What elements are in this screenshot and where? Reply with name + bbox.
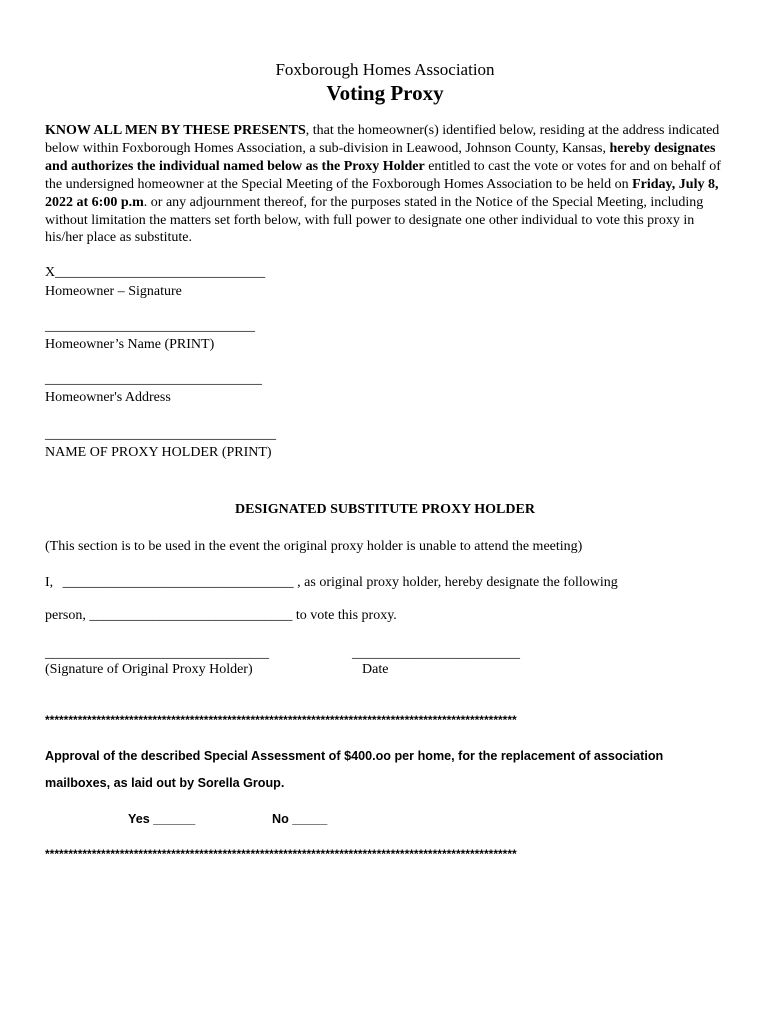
line1-suffix: , as original proxy holder, hereby designate the following <box>297 575 618 590</box>
proxy-holder-name-label: NAME OF PROXY HOLDER (PRINT) <box>45 445 272 460</box>
separator-top: ***************************************************************************************************** <box>45 713 517 727</box>
date-field[interactable]: ________________________ <box>352 646 520 661</box>
line2-prefix: person, <box>45 608 86 623</box>
page-title: Voting Proxy <box>326 81 444 105</box>
proxy-holder-name-field[interactable]: _________________________________ <box>45 427 276 442</box>
intro-part2: entitled to cast the vote or votes for and on behalf of the undersigned homeowner at the Special Meeting of the Foxborough Homes Association to be held on <box>45 158 721 192</box>
homeowner-name-field[interactable]: ______________________________ <box>45 319 255 334</box>
assessment-text-line-2: mailboxes, as laid out by Sorella Group. <box>45 776 285 790</box>
intro-part1: , that the homeowner(s) identified below, residing at the address indicated below within Foxborough Homes Association, a sub-division in Leawood, Johnson County, Kansas, <box>45 123 720 156</box>
homeowner-address-label: Homeowner's Address <box>45 390 171 405</box>
separator-bottom: ***************************************************************************************************** <box>45 847 517 861</box>
substitute-heading: DESIGNATED SUBSTITUTE PROXY HOLDER <box>235 502 535 517</box>
homeowner-address-field[interactable]: _______________________________ <box>45 372 262 387</box>
intro-part3: . or any adjournment thereof, for the purposes stated in the Notice of the Special Meeting, including without limitation the matters set forth below, with full power to designate one other individual to vote this proxy in his/her place as substitute. <box>45 194 704 246</box>
intro-designation: hereby designates and authorizes the individual named below as the Proxy Holder <box>45 140 716 174</box>
homeowner-name-label: Homeowner’s Name (PRINT) <box>45 337 215 352</box>
substitute-person-field[interactable]: _____________________________ <box>89 608 293 623</box>
original-proxy-signature-field[interactable]: ________________________________ <box>45 646 269 661</box>
original-proxy-signature-label: (Signature of Original Proxy Holder) <box>45 662 253 677</box>
substitute-note: (This section is to be used in the event the original proxy holder is unable to attend the meeting) <box>45 539 583 554</box>
line1-prefix: I, <box>45 575 54 590</box>
substitute-line-2 <box>45 608 397 624</box>
assessment-text-line-1: Approval of the described Special Assessment of $400.oo per home, for the replacement of association <box>45 749 664 763</box>
substitute-line-1 <box>45 575 618 591</box>
line2-suffix: to vote this proxy. <box>295 608 397 623</box>
original-proxy-holder-field[interactable]: _________________________________ <box>62 575 294 590</box>
intro-paragraph <box>45 122 725 247</box>
yes-vote-field[interactable]: Yes ______ <box>128 812 196 826</box>
homeowner-signature-field[interactable]: X______________________________ <box>45 265 266 280</box>
homeowner-signature-label: Homeowner – Signature <box>45 284 182 299</box>
date-label: Date <box>362 662 389 677</box>
no-vote-field[interactable]: No _____ <box>272 812 328 826</box>
organization-name: Foxborough Homes Association <box>275 60 495 79</box>
meeting-date: Friday, July 8, 2022 at 6:00 p.m <box>45 176 719 210</box>
intro-lead: KNOW ALL MEN BY THESE PRESENTS <box>45 123 306 138</box>
